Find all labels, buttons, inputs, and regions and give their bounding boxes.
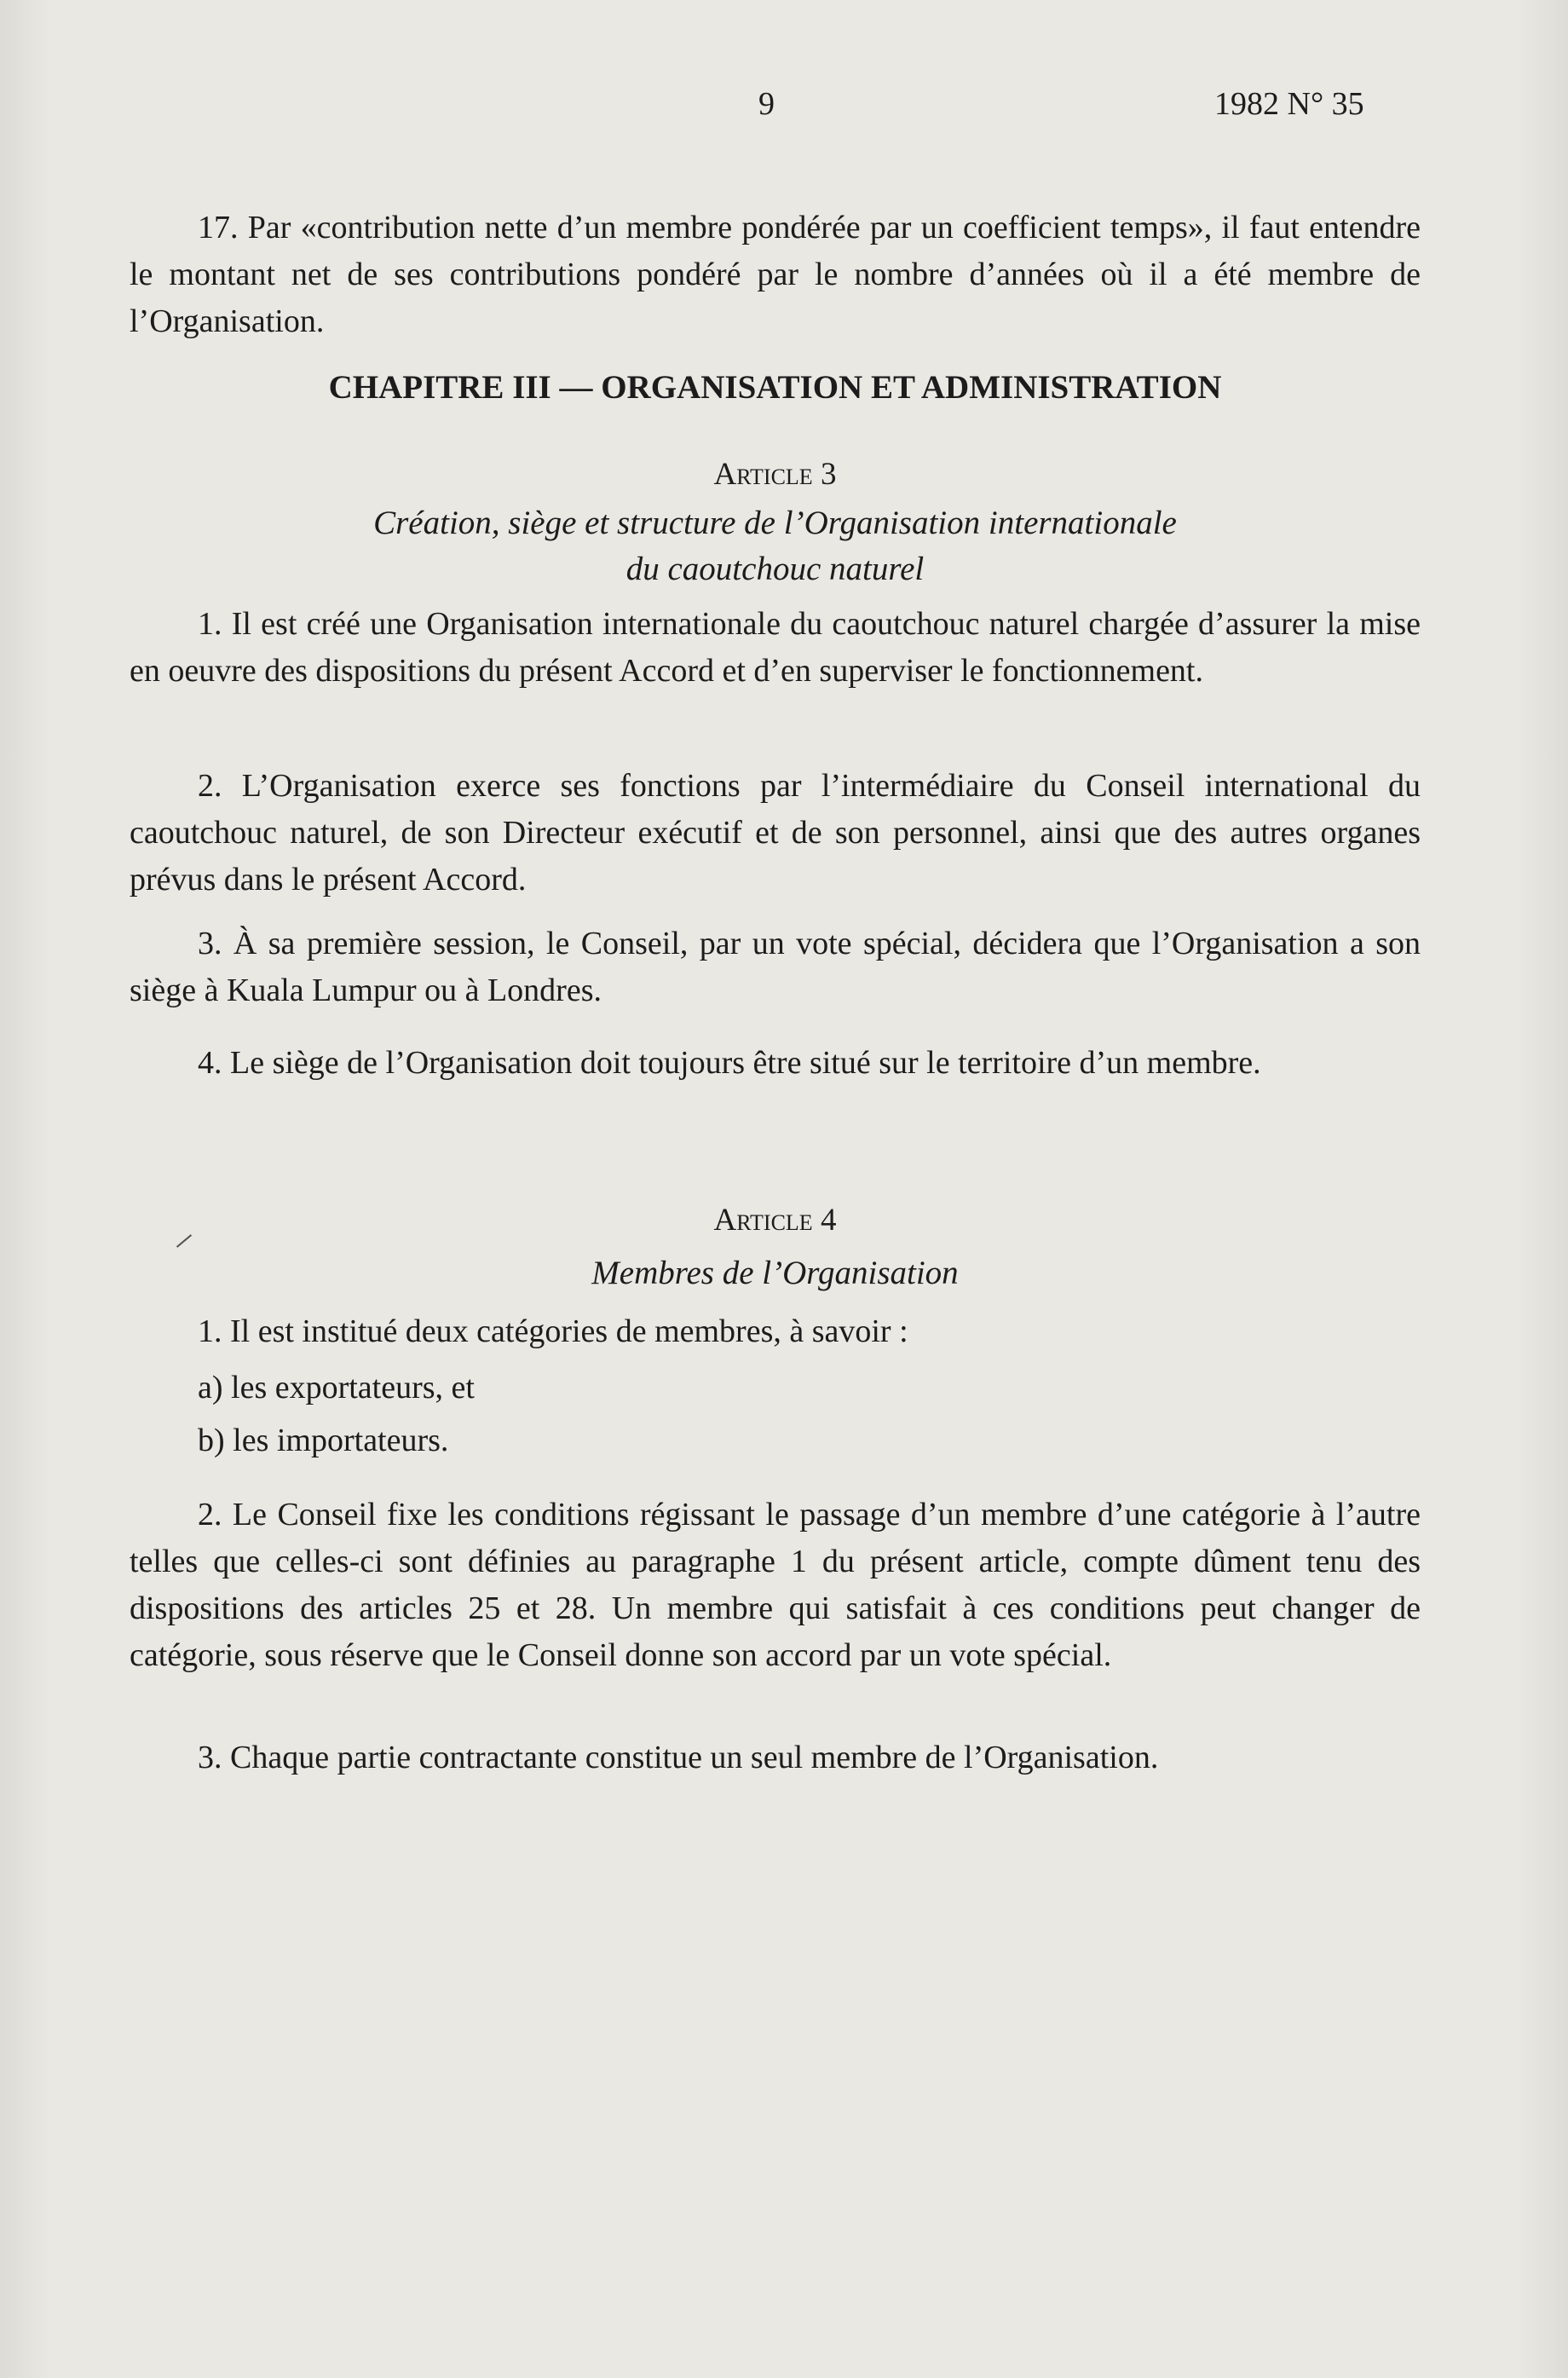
article-3-subtitle-line-1: Création, siège et structure de l’Organisation internationale bbox=[373, 505, 1177, 541]
list-item-a: a) les exportateurs, et bbox=[198, 1370, 475, 1405]
article-3-paragraph-3 bbox=[130, 921, 1421, 1014]
paragraph-text: 4. Le siège de l’Organisation doit toujours être situé sur le territoire d’un membre. bbox=[198, 1045, 1261, 1081]
chapter-title: CHAPITRE III — ORGANISATION ET ADMINISTRATION bbox=[328, 369, 1222, 406]
article-4-paragraph-1: 1. Il est institué deux catégories de membres, à savoir : bbox=[198, 1313, 908, 1349]
article-4-paragraph-3 bbox=[130, 1734, 1421, 1781]
paragraph-text: 2. Le Conseil fixe les conditions régissant le passage d’un membre d’une catégorie à l’autre telles que celles-ci sont définies au paragraphe 1 du présent article, compte dûment tenu des dispositions des articles 25 et 28. Un membre qui satisfait à ces conditions peut changer de catégorie, sous réserve que le Conseil donne son accord par un vote spécial. bbox=[130, 1497, 1421, 1673]
list-item-b: b) les importateurs. bbox=[198, 1423, 449, 1458]
article-3-paragraph-1 bbox=[130, 601, 1421, 695]
article-3-paragraph-2 bbox=[130, 763, 1421, 903]
paragraph-text: 1. Il est créé une Organisation internationale du caoutchouc naturel chargée d’assurer la mise en oeuvre des dispositions du présent Accord et d’en superviser le fonctionnement. bbox=[130, 606, 1421, 689]
article-3-subtitle-line-2: du caoutchouc naturel bbox=[625, 551, 925, 587]
paragraph-text: 2. L’Organisation exerce ses fonctions par l’intermédiaire du Conseil international du caoutchouc naturel, de son Directeur exécutif et de son personnel, ainsi que des autres organes prévus dans le présent Accord. bbox=[130, 768, 1421, 898]
document-reference: 1982 N° 35 bbox=[1214, 86, 1364, 122]
page-number: 9 bbox=[758, 86, 775, 122]
article-4-subtitle: Membres de l’Organisation bbox=[591, 1255, 959, 1291]
paragraph-text: 17. Par «contribution nette d’un membre pondérée par un coefficient temps», il faut entendre le montant net de ses contributions pondéré par le nombre d’années où il a été membre de l’Organisation. bbox=[130, 210, 1421, 339]
article-4-paragraph-2 bbox=[130, 1492, 1421, 1679]
article-3-title: Article 3 bbox=[713, 457, 837, 492]
article-4-title: Article 4 bbox=[713, 1203, 837, 1238]
paragraph-text: 3. Chaque partie contractante constitue un seul membre de l’Organisation. bbox=[198, 1740, 1159, 1775]
article-3-paragraph-4 bbox=[130, 1040, 1421, 1087]
paragraph-text: 3. À sa première session, le Conseil, par un vote spécial, décidera que l’Organisation a son siège à Kuala Lumpur ou à Londres. bbox=[130, 926, 1421, 1008]
paragraph-17 bbox=[130, 205, 1421, 345]
